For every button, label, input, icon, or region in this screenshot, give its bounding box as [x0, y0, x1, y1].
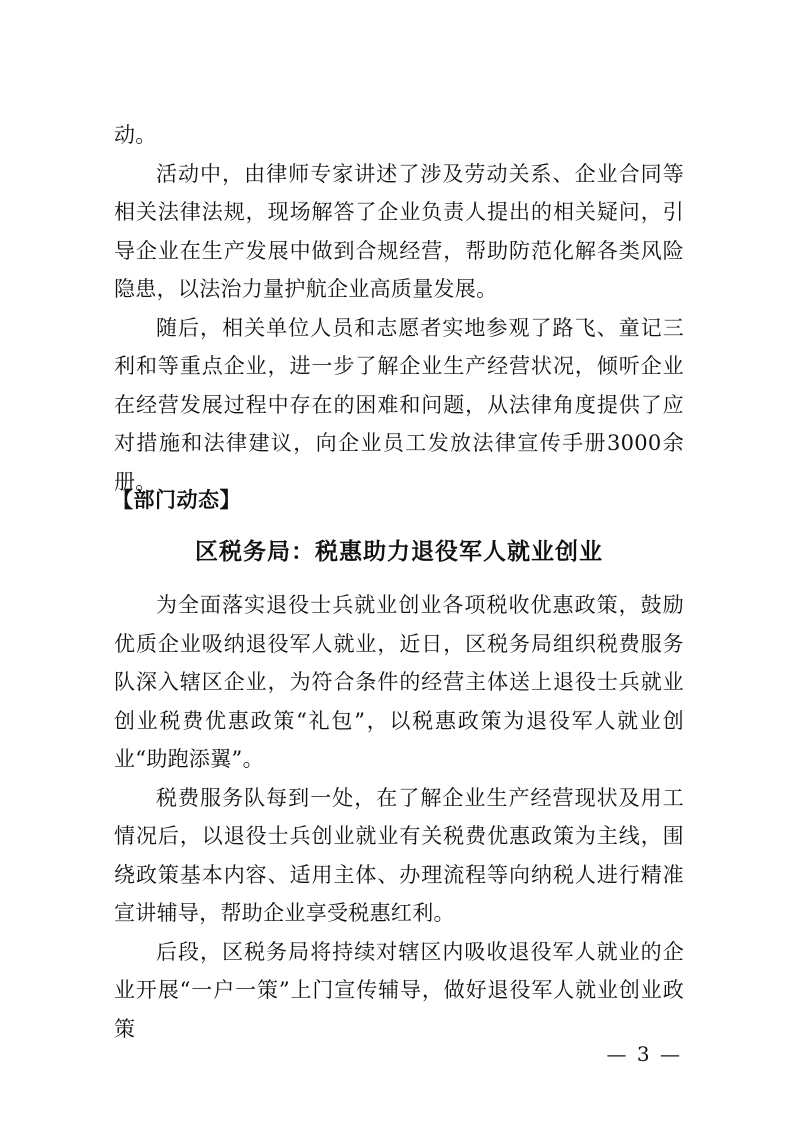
paragraph: 为全面落实退役士兵就业创业各项税收优惠政策，鼓励优质企业吸纳退役军人就业，近日，区税务局组织税费服务队深入辖区企业，为符合条件的经营主体送上退役士兵就业创业税费优惠政策“礼包”，以税惠政策为退役军人就业创业“助跑添翼”。	[114, 593, 684, 771]
paragraph-continuation: 动。	[114, 123, 157, 147]
paragraph: 活动中，由律师专家讲述了涉及劳动关系、企业合同等相关法律法规，现场解答了企业负责人提出的相关疑问，引导企业在生产发展中做到合规经营，帮助防范化解各类风险隐患，以法治力量护航企业高质量发展。	[114, 161, 684, 301]
paragraph: 随后，相关单位人员和志愿者实地参观了路飞、童记三利和等重点企业，进一步了解企业生产经营状况，倾听企业在经营发展过程中存在的困难和问题，从法律角度提供了应对措施和法律建议，向企业员工发放法律宣传手册3000余册。	[114, 315, 684, 494]
paragraph: 税费服务队每到一处，在了解企业生产经营现状及用工情况后，以退役士兵创业就业有关税费优惠政策为主线，围绕政策基本内容、适用主体、办理流程等向纳税人进行精准宣讲辅导，帮助企业享受税惠红利。	[114, 785, 684, 925]
continued-article-body	[114, 116, 684, 501]
article-title: 区税务局：税惠助力退役军人就业创业	[195, 539, 603, 565]
paragraph: 后段，区税务局将持续对辖区内吸收退役军人就业的企业开展“一户一策”上门宣传辅导，做好退役军人就业创业政策	[114, 939, 684, 1041]
page-number: — 3 —	[606, 1042, 682, 1066]
section-label: 【部门动态】	[112, 488, 241, 512]
article-body	[114, 586, 684, 1048]
